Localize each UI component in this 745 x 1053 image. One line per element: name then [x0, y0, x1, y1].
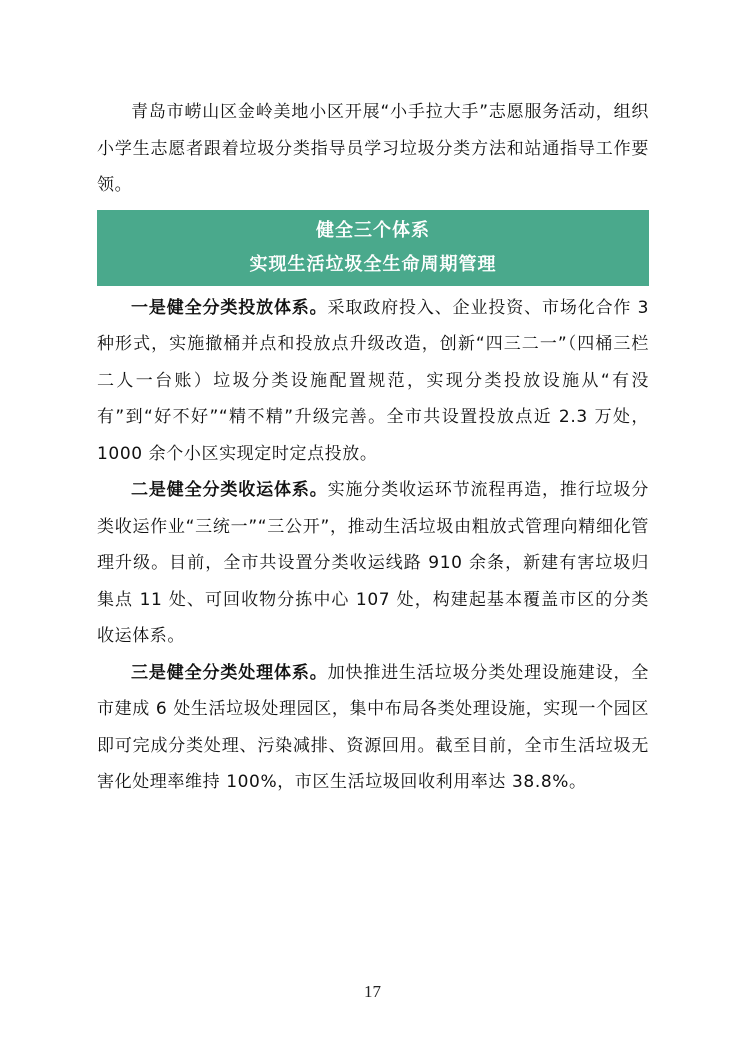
section-paragraph-3: [97, 655, 649, 801]
section-text-1: 采取政府投入、企业投资、市场化合作 3 种形式，实施撤桶并点和投放点升级改造，创新“四三二一”（四桶三栏二人一台账）垃圾分类设施配置规范，实现分类投放设施从“有没有”到“好不好”“精不精”升级完善。全市共设置投放点近 2.3 万处，1000 余个小区实现定时定点投放。: [97, 297, 649, 464]
section-text-3: 加快推进生活垃圾分类处理设施建设，全市建成 6 处生活垃圾处理园区，集中布局各类处理设施，实现一个园区即可完成分类处理、污染减排、资源回用。截至目前，全市生活垃圾无害化处理率维持 100%，市区生活垃圾回收利用率达 38.8%。: [97, 662, 649, 792]
section-paragraph-2: [97, 472, 649, 655]
section-paragraph-1: [97, 290, 649, 473]
section-lead-3: 三是健全分类处理体系。: [131, 662, 328, 683]
intro-paragraph: 青岛市崂山区金岭美地小区开展“小手拉大手”志愿服务活动，组织小学生志愿者跟着垃圾分类指导员学习垃圾分类方法和站通指导工作要领。: [97, 102, 649, 195]
section-lead-1: 一是健全分类投放体系。: [131, 297, 328, 318]
page-number: 17: [364, 982, 381, 1001]
section-lead-2: 二是健全分类收运体系。: [131, 480, 328, 500]
section-banner: [97, 210, 649, 286]
banner-title-line1: 健全三个体系: [316, 219, 430, 241]
page-content: [97, 94, 649, 801]
section-text-2: 实施分类收运环节流程再造，推行垃圾分类收运作业“三统一”“三公开”，推动生活垃圾由粗放式管理向精细化管理升级。目前，全市共设置分类收运线路 910 余条，新建有害垃圾归集点 11 处、可回收物分拣中心 107 处，构建起基本覆盖市区的分类收运体系。: [97, 480, 649, 646]
banner-title-line2: 实现生活垃圾全生命周期管理: [249, 253, 497, 275]
